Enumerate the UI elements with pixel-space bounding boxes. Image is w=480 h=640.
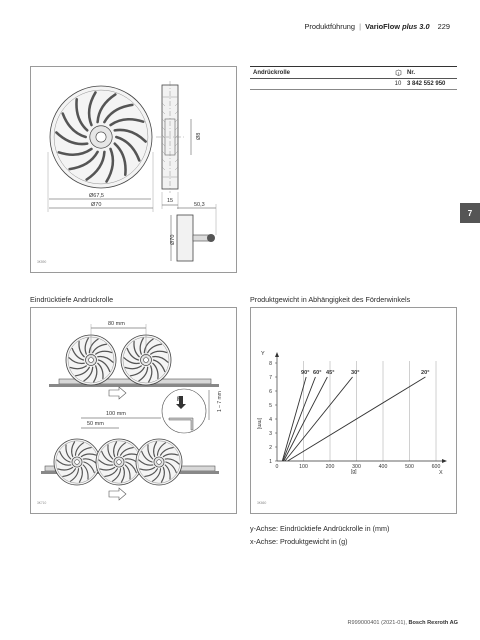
chapter-tab: 7	[460, 203, 480, 223]
dim-d70: Ø70	[91, 202, 102, 208]
y-tick-label: 3	[269, 430, 272, 437]
drawing-ref: 3K590	[37, 260, 47, 264]
y-axis-arrow	[275, 352, 279, 357]
y-tick-label: 5	[269, 402, 272, 409]
x-tick-label: 300	[352, 464, 361, 470]
header-separator: |	[359, 22, 362, 31]
roller-mount-view	[170, 202, 216, 261]
x-unit-label: [g]	[351, 469, 357, 475]
indent-depth-caption: Eindrücktiefe Andrückrolle	[30, 295, 114, 304]
y-unit-label: [mm]	[256, 418, 262, 430]
dim-d70-vertical: Ø70	[170, 234, 176, 245]
x-tick-label: 0	[275, 464, 279, 470]
series-label: 30°	[351, 370, 360, 376]
page-number: 229	[437, 22, 450, 31]
y-tick-label: 4	[269, 416, 272, 423]
col-name: Andrückrolle	[253, 69, 291, 76]
package-icon	[393, 69, 403, 76]
series-label: 60°	[313, 370, 322, 376]
dim-d675: Ø67,5	[89, 193, 104, 199]
indent-drawing	[31, 308, 238, 515]
roller-bottom-2	[96, 439, 142, 485]
product-suffix: plus 3.0	[402, 22, 430, 31]
x-tick-label: 200	[325, 464, 335, 470]
y-tick-label: 2	[269, 444, 272, 451]
col-nr: Nr.	[407, 69, 416, 76]
roller-drawing-panel	[30, 66, 237, 273]
series-line-90	[282, 377, 306, 461]
weight-angle-chart	[251, 308, 458, 515]
drawing2-ref: 3K710	[37, 501, 47, 505]
x-axis-label: X	[439, 470, 443, 476]
dim-100mm: 100 mm	[106, 411, 126, 417]
roller-drawing	[31, 67, 238, 274]
x-tick-label: 500	[405, 464, 414, 470]
roller-wheel	[50, 86, 152, 188]
y-tick-label: 1	[269, 458, 272, 465]
series-label: 20°	[421, 370, 430, 376]
page-header	[304, 22, 450, 31]
x-axis-explanation: x-Achse: Produktgewicht in (g)	[250, 537, 348, 546]
indent-drawing-panel	[30, 307, 237, 514]
dim-w503: 50,3	[194, 202, 205, 208]
cell-part-no: 3 842 552 950	[407, 81, 446, 87]
part-table-header	[250, 66, 457, 79]
dim-d8: Ø8	[196, 132, 202, 140]
page-footer	[348, 620, 459, 626]
y-tick-label: 6	[269, 388, 272, 395]
y-axis-explanation: y-Achse: Eindrücktiefe Andrückrolle in (mm)	[250, 524, 390, 533]
x-tick-label: 400	[378, 464, 388, 470]
part-table-row	[250, 79, 457, 90]
part-table	[250, 66, 457, 90]
product-name: VarioFlow	[365, 22, 400, 31]
series-label: 45°	[326, 370, 335, 376]
y-tick-label: 8	[269, 360, 272, 367]
dim-depth: 1 – 7 mm	[217, 391, 223, 412]
x-tick-label: 600	[431, 464, 441, 470]
y-axis-label: Y	[261, 351, 265, 357]
dim-w15: 15	[167, 198, 174, 204]
series-line-45	[284, 377, 328, 461]
roller-bottom-1	[54, 439, 100, 485]
chart-title: Produktgewicht in Abhängigkeit des Förderwinkels	[250, 295, 411, 304]
y-tick-label: 7	[269, 374, 272, 381]
chart-ref: 3K660	[257, 501, 267, 505]
company-name: Bosch Rexroth AG	[408, 620, 458, 626]
doc-number: R999000401 (2021-01),	[347, 620, 407, 626]
chart-panel	[250, 307, 457, 514]
x-axis-arrow	[442, 459, 447, 463]
cell-qty: 10	[394, 81, 402, 87]
dim-80mm: 80 mm	[108, 321, 125, 327]
x-tick-label: 100	[299, 464, 308, 470]
dim-50mm: 50 mm	[87, 421, 104, 427]
roller-bottom-3	[136, 439, 182, 485]
roller-front-view	[50, 86, 152, 188]
series-line-60	[283, 377, 316, 461]
roller-side-view	[156, 81, 184, 193]
series-line-30	[285, 377, 353, 461]
section-title: Produktführung	[304, 22, 356, 31]
force-label: F	[177, 397, 181, 403]
series-label: 90°	[301, 370, 310, 376]
